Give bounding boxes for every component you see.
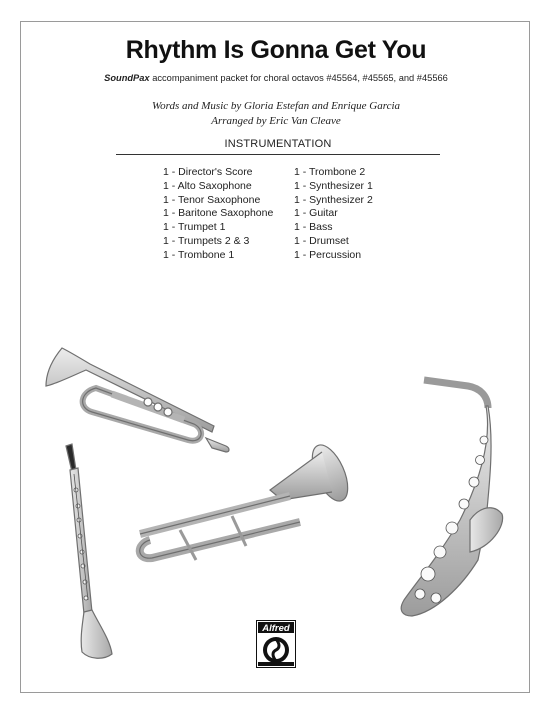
alfred-logo-text: Alfred — [262, 623, 290, 634]
list-item: 1 - Tenor Saxophone — [163, 193, 261, 206]
trumpet-icon — [46, 348, 229, 452]
alfred-logo — [256, 620, 296, 668]
list-item: 1 - Drumset — [294, 234, 349, 247]
page-title: Rhythm Is Gonna Get You — [125, 36, 427, 64]
list-item: 1 - Synthesizer 2 — [294, 193, 373, 206]
list-item: 1 - Bass — [294, 221, 333, 234]
brand-name: SoundPax — [104, 73, 150, 83]
list-item: 1 - Trumpet 1 — [163, 221, 226, 234]
subtitle-text: accompaniment packet for choral octavos #45564, #45565, and #45566 — [149, 73, 448, 83]
list-item: 1 - Trombone 2 — [294, 166, 366, 178]
clarinet-icon — [66, 444, 112, 658]
trombone-icon — [140, 440, 355, 560]
saxophone-icon — [401, 380, 502, 616]
list-item: 1 - Director's Score — [163, 166, 253, 178]
list-item: 1 - Alto Saxophone — [163, 179, 252, 192]
arranger-credit: Arranged by Eric Van Cleave — [211, 115, 341, 127]
list-item: 1 - Percussion — [294, 248, 362, 261]
list-item: 1 - Trumpets 2 & 3 — [163, 234, 250, 247]
list-item: 1 - Trombone 1 — [163, 248, 235, 261]
list-item: 1 - Guitar — [294, 207, 338, 220]
list-item: 1 - Synthesizer 1 — [294, 179, 373, 192]
words-music-credit: Words and Music by Gloria Estefan and Enrique Garcia — [151, 100, 401, 112]
list-item: 1 - Baritone Saxophone — [163, 207, 274, 220]
instrumentation-heading: INSTRUMENTATION — [224, 138, 332, 150]
